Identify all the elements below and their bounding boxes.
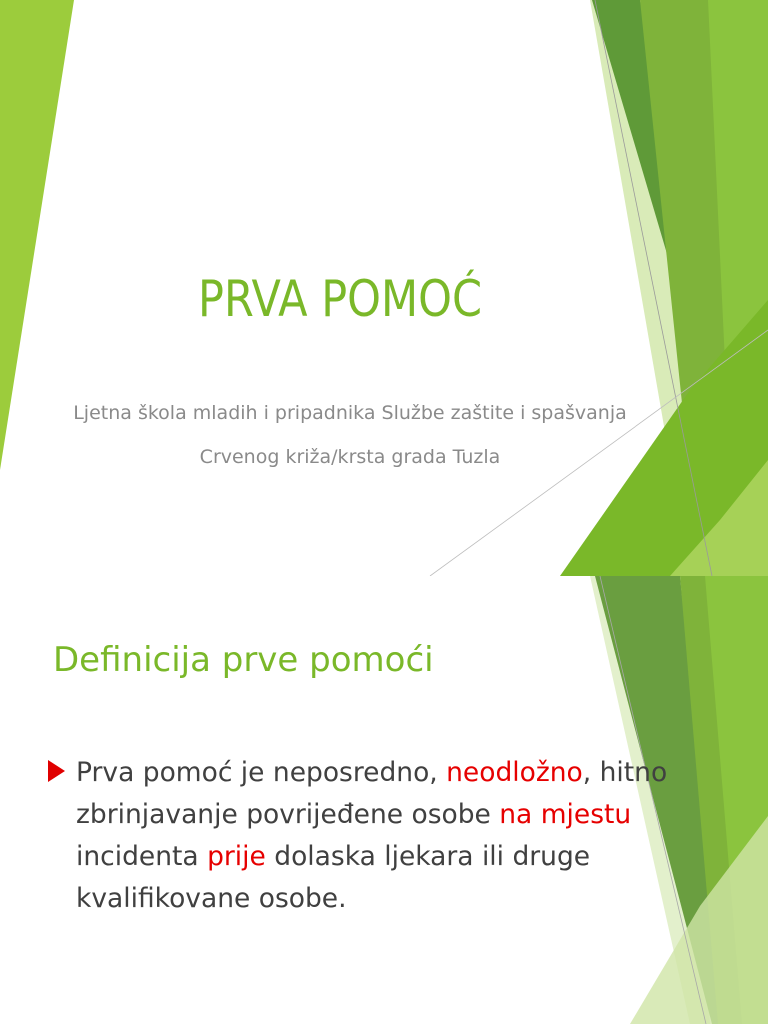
text-part: incidenta	[76, 841, 208, 872]
subtitle-line-1: Ljetna škola mladih i pripadnika Službe zaštite i spašvanja	[73, 402, 627, 424]
text-part: dolaska ljekara ili druge kvalifikovane osobe.	[76, 841, 591, 914]
definition-bullet	[48, 752, 708, 920]
highlight-text: na mjestu	[499, 799, 632, 830]
text-part: , hitno zbrinjavanje povrijeđene osobe	[76, 757, 668, 830]
text-part: Prva pomoć je neposredno,	[76, 757, 447, 788]
definition-text	[76, 752, 708, 920]
subtitle-line-2: Crvenog križa/krsta grada Tuzla	[199, 446, 501, 468]
triangle-bullet-icon	[48, 760, 65, 782]
highlight-text: prije	[207, 841, 266, 872]
definition-slide	[0, 576, 768, 1024]
slide-title: Definicija prve pomoći	[53, 640, 434, 680]
highlight-text: neodložno	[446, 757, 583, 788]
presentation-title: PRVA POMOĆ	[198, 270, 482, 328]
